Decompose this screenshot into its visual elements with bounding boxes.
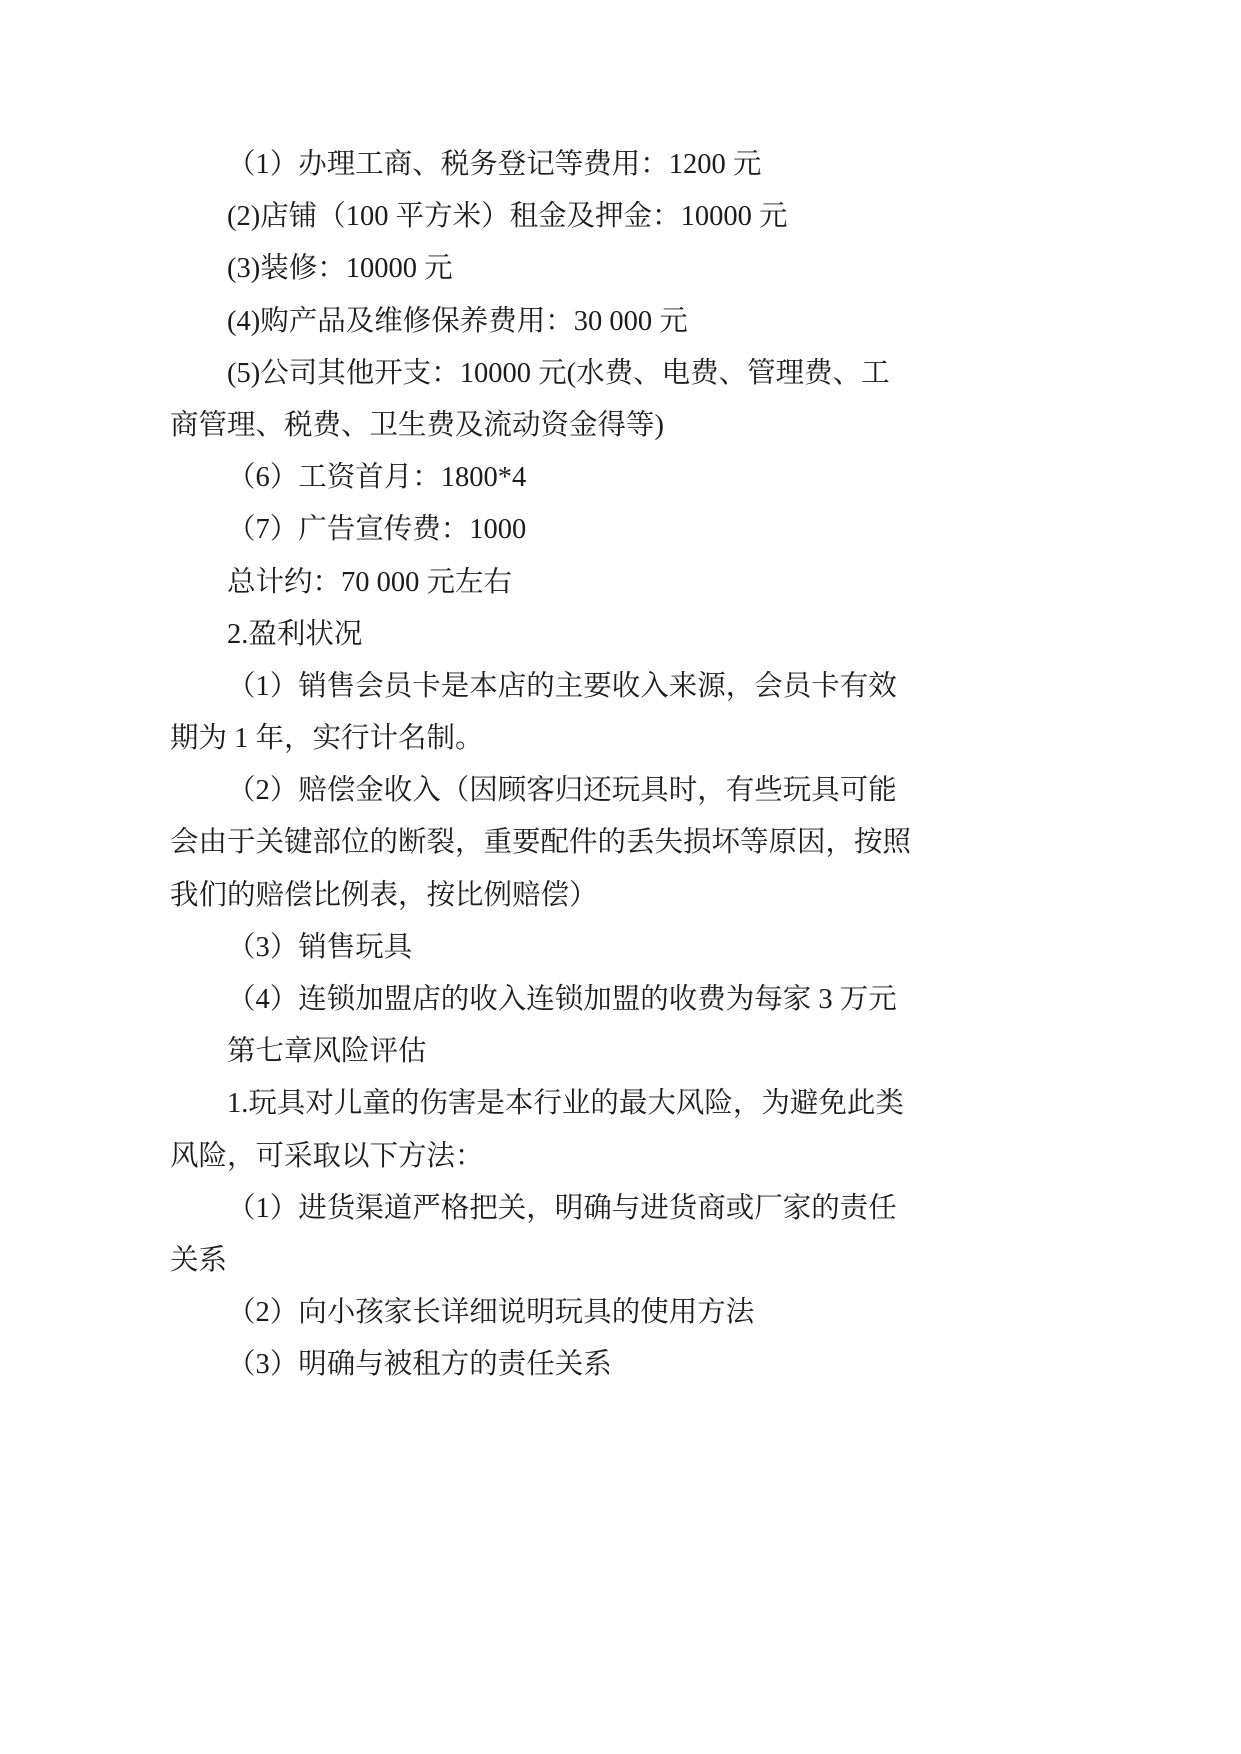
risk-item-intro [170, 1078, 1070, 1182]
text-line: （1）销售会员卡是本店的主要收入来源，会员卡有效 [227, 670, 897, 702]
text-line: 会由于关键部位的断裂，重要配件的丢失损坏等原因，按照 [170, 827, 912, 859]
text-line: （3）销售玩具 [227, 931, 413, 963]
text-line: (4)购产品及维修保养费用：30 000 元 [227, 305, 688, 337]
risk-measure-parent-guidance [170, 1287, 1070, 1339]
section-heading-profit [170, 609, 1070, 661]
cost-item-registration [170, 139, 1070, 191]
text-line: （2）赔偿金收入（因顾客归还玩具时，有些玩具可能 [227, 775, 897, 807]
text-line: 商管理、税费、卫生费及流动资金得等) [170, 409, 664, 441]
profit-item-compensation [170, 765, 1070, 922]
cost-item-products [170, 296, 1070, 348]
text-line: （1）进货渠道严格把关，明确与进货商或厂家的责任 [227, 1192, 897, 1224]
text-line: （6）工资首月：1800*4 [227, 462, 527, 494]
profit-item-toy-sales [170, 922, 1070, 974]
chapter-heading-risk-assessment [170, 1026, 1070, 1078]
text-line: 关系 [170, 1244, 228, 1276]
cost-item-salary [170, 452, 1070, 504]
text-line: （7）广告宣传费：1000 [227, 514, 527, 546]
cost-item-advertising [170, 504, 1070, 556]
text-line: （4）连锁加盟店的收入连锁加盟的收费为每家 3 万元 [227, 984, 897, 1015]
profit-item-franchise [170, 974, 1070, 1026]
document-body [170, 139, 1070, 1392]
cost-item-rent [170, 191, 1070, 243]
text-line: 第七章风险评估 [227, 1036, 427, 1068]
text-line: 我们的赔偿比例表，按比例赔偿） [170, 879, 598, 911]
text-line: （1）办理工商、税务登记等费用：1200 元 [227, 149, 762, 180]
risk-measure-supply [170, 1183, 1070, 1287]
cost-item-other-expenses [170, 348, 1070, 452]
text-line: （3）明确与被租方的责任关系 [227, 1349, 612, 1381]
cost-item-decoration [170, 243, 1070, 295]
text-line: 1.玩具对儿童的伤害是本行业的最大风险，为避免此类 [227, 1088, 904, 1120]
text-line: (5)公司其他开支：10000 元(水费、电费、管理费、工 [227, 357, 890, 389]
text-line: 总计约：70 000 元左右 [227, 566, 513, 598]
text-line: (3)装修：10000 元 [227, 253, 453, 285]
risk-measure-lessee-responsibility [170, 1339, 1070, 1391]
cost-total [170, 557, 1070, 609]
text-line: 期为 1 年，实行计名制。 [170, 723, 484, 755]
text-line: (2)店铺（100 平方米）租金及押金：10000 元 [227, 201, 788, 233]
text-line: （2）向小孩家长详细说明玩具的使用方法 [227, 1297, 755, 1329]
profit-item-membership [170, 661, 1070, 765]
text-line: 风险，可采取以下方法： [170, 1140, 484, 1172]
text-line: 2.盈利状况 [227, 618, 363, 650]
